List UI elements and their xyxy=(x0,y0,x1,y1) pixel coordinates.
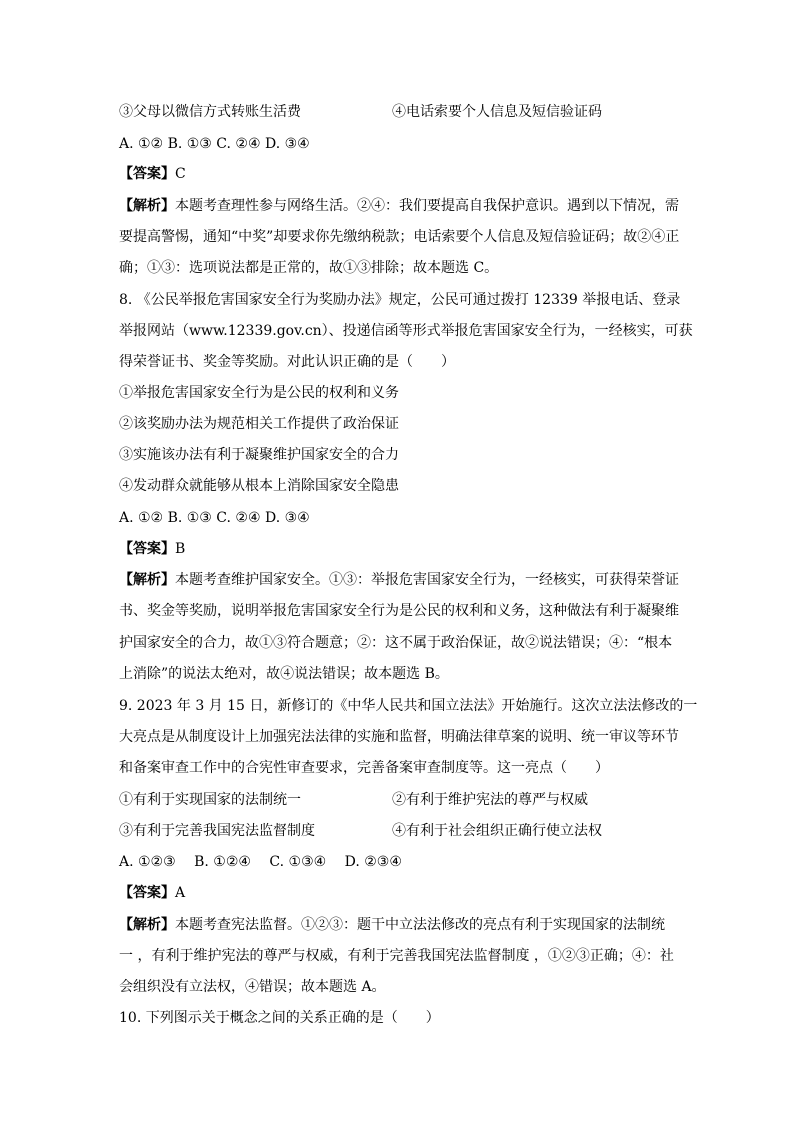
text-line xyxy=(119,633,672,653)
answer-tag: 【答案】 xyxy=(119,166,175,182)
line-text: A. ①②③ B. ①②④ C. ①③④ D. ②③④ xyxy=(119,854,402,870)
line-text: 确；①③：选项说法都是正常的，故①③排除；故本题选 C。 xyxy=(119,260,499,276)
line-text: ③有利于完善我国宪法监督制度 xyxy=(119,823,315,839)
line-text: ③父母以微信方式转账生活费 xyxy=(119,104,301,120)
text-line xyxy=(119,196,679,216)
line-text: 要提高警惕，通知“中奖”却要求你先缴纳税款；电话索要个人信息及短信验证码；故②④正 xyxy=(119,229,680,245)
text-line xyxy=(119,696,697,716)
line-text: ①举报危害国家安全行为是公民的权利和义务 xyxy=(119,385,399,401)
line-text: ③实施该办法有利于凝聚维护国家安全的合力 xyxy=(119,447,399,463)
text-line xyxy=(119,352,455,372)
line-text-column-2: ②有利于维护宪法的尊严与权威 xyxy=(392,792,588,808)
line-text: 本题考查宪法监督。①②③：题干中立法法修改的亮点有利于实现国家的法制统 xyxy=(175,917,665,933)
text-line xyxy=(119,946,674,966)
line-text: A. ①② B. ①③ C. ②④ D. ③④ xyxy=(119,136,310,152)
text-line xyxy=(119,852,402,872)
line-text: 上消除”的说法太绝对，故④说法错误；故本题选 B。 xyxy=(119,666,449,682)
text-line xyxy=(119,758,609,778)
line-text: 本题考查理性参与网络生活。②④：我们要提高自我保护意识。遇到以下情况，需 xyxy=(175,198,679,214)
text-line xyxy=(119,977,386,997)
line-text: A xyxy=(175,885,186,901)
line-text: 10. 下列图示关于概念之间的关系正确的是（ ） xyxy=(119,1010,440,1026)
text-line xyxy=(119,102,602,122)
text-line xyxy=(119,570,679,590)
line-text: 书、奖金等奖励，说明举报危害国家安全行为是公民的权利和义务，这种做法有利于凝聚维 xyxy=(119,603,679,619)
answer-tag: 【答案】 xyxy=(119,885,175,901)
text-line xyxy=(119,164,186,184)
line-text: 一 ，有利于维护宪法的尊严与权威，有利于完善我国宪法监督制度 ，①②③正确；④：社 xyxy=(119,948,674,964)
line-text: A. ①② B. ①③ C. ②④ D. ③④ xyxy=(119,510,310,526)
text-line xyxy=(119,539,185,559)
text-line xyxy=(119,1008,440,1028)
text-line xyxy=(119,258,498,278)
line-text: ①有利于实现国家的法制统一 xyxy=(119,792,301,808)
text-line xyxy=(119,321,693,341)
text-line xyxy=(119,134,310,154)
text-line xyxy=(119,915,665,935)
text-line xyxy=(119,290,680,310)
answer-tag: 【解析】 xyxy=(119,198,175,214)
text-line xyxy=(119,821,602,841)
line-text: 举报网站（www.12339.gov.cn）、投递信函等形式举报危害国家安全行为，一经核实，可获 xyxy=(119,323,693,339)
text-line xyxy=(119,476,399,496)
text-line xyxy=(119,227,679,247)
text-line xyxy=(119,727,679,747)
text-line xyxy=(119,790,588,810)
line-text: 和备案审查工作中的合宪性审查要求，完善备案审查制度等。这一亮点（ ） xyxy=(119,760,609,776)
text-line xyxy=(119,508,310,528)
line-text: ④发动群众就能够从根本上消除国家安全隐患 xyxy=(119,478,399,494)
text-line xyxy=(119,445,399,465)
line-text: C xyxy=(175,166,186,182)
line-text: 9. 2023 年 3 月 15 日，新修订的《中华人民共和国立法法》开始施行。这次立法法修改的一 xyxy=(119,698,698,714)
answer-tag: 【解析】 xyxy=(119,917,175,933)
line-text: 会组织没有立法权，④错误；故本题选 A。 xyxy=(119,979,386,995)
text-line xyxy=(119,414,399,434)
line-text: 8. 《公民举报危害国家安全行为奖励办法》规定，公民可通过拨打 12339 举报电话、登录 xyxy=(119,292,681,308)
text-line xyxy=(119,664,449,684)
line-text: 大亮点是从制度设计上加强宪法法律的实施和监督，明确法律草案的说明、统一审议等环节 xyxy=(119,729,679,745)
text-line xyxy=(119,383,399,403)
line-text-column-2: ④电话索要个人信息及短信验证码 xyxy=(392,104,602,120)
line-text: 护国家安全的合力，故①③符合题意；②：这不属于政治保证，故②说法错误；④：“根本 xyxy=(119,635,673,651)
line-text: 得荣誉证书、奖金等奖励。对此认识正确的是（ ） xyxy=(119,354,455,370)
line-text: 本题考查维护国家安全。①③：举报危害国家安全行为，一经核实，可获得荣誉证 xyxy=(175,572,679,588)
text-line xyxy=(119,883,185,903)
text-line xyxy=(119,601,679,621)
answer-tag: 【答案】 xyxy=(119,541,175,557)
line-text: ②该奖励办法为规范相关工作提供了政治保证 xyxy=(119,416,399,432)
line-text: B xyxy=(175,541,186,557)
answer-tag: 【解析】 xyxy=(119,572,175,588)
line-text-column-2: ④有利于社会组织正确行使立法权 xyxy=(392,823,602,839)
